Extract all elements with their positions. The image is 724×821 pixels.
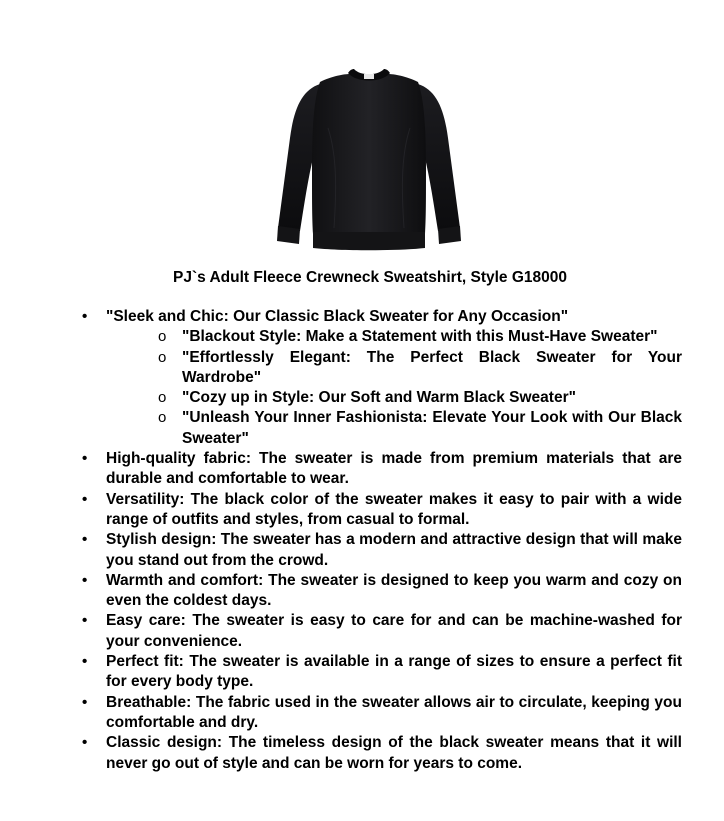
bullet-marker: • <box>82 693 88 711</box>
black-crewneck-sweatshirt-image <box>268 68 470 252</box>
feature-text: Stylish design: The sweater has a modern and attractive design that will make you stand out from the crowd. <box>106 531 682 569</box>
feature-text: Warmth and comfort: The sweater is designed to keep you warm and cozy on even the coldest days. <box>106 571 682 610</box>
sub-bullet-marker: o <box>158 328 167 346</box>
feature-item <box>78 652 682 693</box>
bullet-marker: • <box>82 450 88 468</box>
feature-item <box>78 530 682 571</box>
headline-text: "Sleek and Chic: Our Classic Black Sweater for Any Occasion" <box>106 308 569 325</box>
feature-text: Easy care: The sweater is easy to care for and can be machine-washed for your convenience. <box>106 612 682 650</box>
feature-list <box>78 307 682 774</box>
sub-bullet-marker: o <box>158 348 167 366</box>
alternative-item <box>106 388 682 408</box>
feature-text: High-quality fabric: The sweater is made from premium materials that are durable and comfortable to wear. <box>106 450 682 488</box>
alternative-item <box>106 348 682 389</box>
feature-item <box>78 693 682 734</box>
feature-item <box>78 449 682 490</box>
feature-text: Classic design: The timeless design of the black sweater means that it will never go out of style and can be worn for years to come. <box>106 734 682 772</box>
headline-item <box>78 307 682 449</box>
feature-text: Breathable: The fabric used in the sweater allows air to circulate, keeping you comfortable and dry. <box>106 693 682 731</box>
bullet-marker: • <box>82 531 88 549</box>
feature-text: Versatility: The black color of the sweater makes it easy to pair with a wide range of outfits and styles, from casual to formal. <box>106 490 682 528</box>
alternative-item <box>106 408 682 449</box>
sub-bullet-marker: o <box>158 409 167 427</box>
alternative-item <box>106 327 682 347</box>
feature-item <box>78 611 682 652</box>
bullet-marker: • <box>82 308 88 325</box>
bullet-marker: • <box>82 653 88 671</box>
alternative-text: "Effortlessly Elegant: The Perfect Black Sweater for Your Wardrobe" <box>182 348 682 386</box>
bullet-marker: • <box>82 571 88 589</box>
feature-text: Perfect fit: The sweater is available in a range of sizes to ensure a perfect fit for every body type. <box>106 653 682 691</box>
alternative-text: "Cozy up in Style: Our Soft and Warm Black Sweater" <box>182 389 576 407</box>
feature-item <box>78 733 682 774</box>
feature-item <box>78 490 682 531</box>
product-title: PJ`s Adult Fleece Crewneck Sweatshirt, Style G18000 <box>173 269 567 286</box>
alternative-text: "Blackout Style: Make a Statement with this Must-Have Sweater" <box>182 328 658 346</box>
bullet-marker: • <box>82 490 88 508</box>
bullet-marker: • <box>82 734 88 752</box>
feature-item <box>78 571 682 612</box>
bullet-marker: • <box>82 612 88 630</box>
alternative-text: "Unleash Your Inner Fashionista: Elevate Your Look with Our Black Sweater" <box>182 409 682 447</box>
sub-bullet-marker: o <box>158 389 167 407</box>
headline-alternatives <box>106 327 682 449</box>
